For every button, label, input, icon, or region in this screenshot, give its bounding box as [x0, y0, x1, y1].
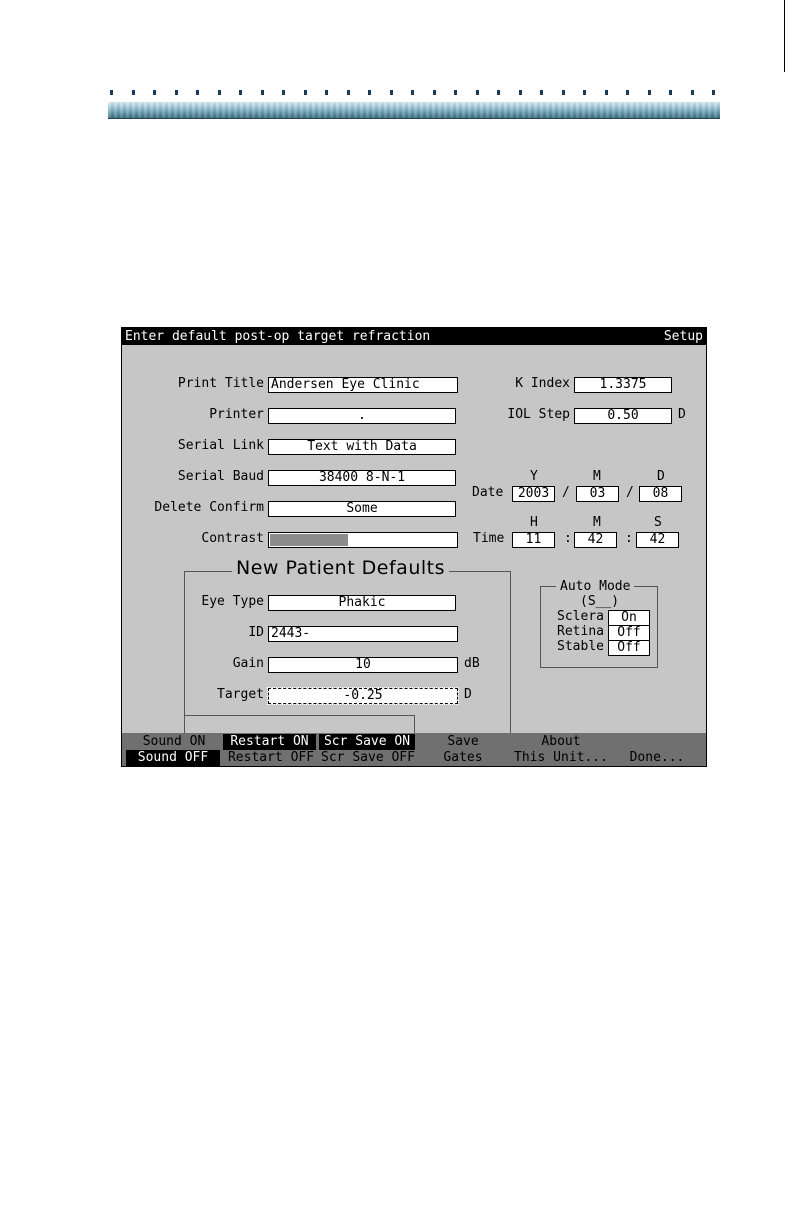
header-dot — [304, 90, 307, 95]
target-field[interactable]: -0.25 — [268, 688, 458, 704]
header-dot — [476, 90, 479, 95]
status-bar — [122, 328, 706, 345]
done-button[interactable]: Done... — [629, 750, 685, 765]
header-dot — [368, 90, 371, 95]
header-dot — [196, 90, 199, 95]
k-index-label: K Index — [515, 376, 570, 391]
date-day-header: D — [657, 469, 665, 484]
date-label: Date — [472, 485, 504, 500]
header-dot — [390, 90, 393, 95]
auto-mode-retina-field[interactable]: Off — [608, 625, 650, 641]
auto-mode-sclera-label: Sclera — [557, 609, 604, 624]
auto-mode-retina-label: Retina — [557, 624, 604, 639]
sound-off-button[interactable]: Sound OFF — [126, 750, 220, 766]
date-sep-2: / — [626, 485, 634, 500]
printer-field[interactable]: . — [268, 408, 456, 424]
contrast-slider[interactable] — [268, 532, 458, 548]
header-dot — [175, 90, 178, 95]
id-label: ID — [248, 625, 264, 640]
delete-confirm-field[interactable]: Some — [268, 501, 456, 517]
header-dot — [433, 90, 436, 95]
header-dot — [519, 90, 522, 95]
printer-label: Printer — [209, 407, 264, 422]
auto-mode-sclera-field[interactable]: On — [608, 610, 650, 626]
serial-link-field[interactable]: Text with Data — [268, 439, 456, 455]
header-dot — [411, 90, 414, 95]
save-gates-button-line1[interactable]: Save — [447, 734, 479, 749]
time-label: Time — [473, 531, 505, 546]
restart-on-button[interactable]: Restart ON — [223, 734, 316, 750]
header-dot — [132, 90, 135, 95]
device-screen — [121, 327, 707, 767]
header-dot — [282, 90, 285, 95]
target-unit: D — [464, 687, 472, 702]
scr-save-off-button[interactable]: Scr Save OFF — [321, 750, 415, 765]
scr-save-on-button[interactable]: Scr Save ON — [319, 734, 415, 750]
date-year-header: Y — [530, 469, 538, 484]
softkey-bar — [122, 733, 706, 767]
status-prompt: Enter default post-op target refraction — [125, 329, 431, 344]
header-dot — [583, 90, 586, 95]
gain-label: Gain — [232, 656, 264, 671]
header-dot — [712, 90, 715, 95]
time-minute-field[interactable]: 42 — [574, 532, 617, 548]
date-month-header: M — [593, 469, 601, 484]
time-second-field[interactable]: 42 — [636, 532, 679, 548]
k-index-field[interactable]: 1.3375 — [574, 377, 672, 393]
page-edge-line — [784, 0, 785, 72]
header-dot — [669, 90, 672, 95]
iol-step-field[interactable]: 0.50 — [574, 408, 672, 424]
new-patient-defaults-title: New Patient Defaults — [232, 557, 449, 579]
header-dot — [325, 90, 328, 95]
date-month-field[interactable]: 03 — [576, 486, 619, 502]
iol-step-unit: D — [678, 407, 686, 422]
mode-label: Setup — [663, 329, 703, 344]
header-dot-rule — [108, 90, 720, 96]
target-label: Target — [217, 687, 264, 702]
header-dot — [562, 90, 565, 95]
header-dot — [218, 90, 221, 95]
about-button-line1[interactable]: About — [541, 734, 581, 749]
header-dot — [110, 90, 113, 95]
header-dot — [261, 90, 264, 95]
id-field[interactable]: 2443- — [268, 626, 458, 642]
about-button-line2[interactable]: This Unit... — [514, 750, 608, 765]
serial-link-label: Serial Link — [177, 438, 264, 453]
header-dot — [648, 90, 651, 95]
date-year-field[interactable]: 2003 — [512, 486, 555, 502]
auto-mode-stable-label: Stable — [557, 639, 604, 654]
auto-mode-subtitle: (S__) — [580, 594, 620, 609]
header-dot — [540, 90, 543, 95]
delete-confirm-label: Delete Confirm — [154, 500, 264, 515]
date-sep-1: / — [562, 485, 570, 500]
header-band — [108, 102, 720, 119]
gain-field[interactable]: 10 — [268, 657, 458, 673]
save-gates-button-line2[interactable]: Gates — [443, 750, 483, 765]
time-minute-header: M — [593, 515, 601, 530]
serial-baud-label: Serial Baud — [177, 469, 264, 484]
contrast-level-fill — [270, 534, 348, 546]
iol-step-label: IOL Step — [507, 407, 570, 422]
restart-off-button[interactable]: Restart OFF — [227, 750, 315, 765]
gain-unit: dB — [464, 656, 480, 671]
time-hour-header: H — [530, 515, 538, 530]
header-dot — [626, 90, 629, 95]
header-dot — [605, 90, 608, 95]
time-sep-1: : — [564, 531, 572, 546]
header-dot — [497, 90, 500, 95]
eye-type-label: Eye Type — [201, 594, 264, 609]
header-dot — [347, 90, 350, 95]
print-title-label: Print Title — [177, 376, 264, 391]
sound-on-button[interactable]: Sound ON — [142, 734, 206, 749]
time-sep-2: : — [625, 531, 633, 546]
auto-mode-title: Auto Mode — [556, 579, 634, 594]
date-day-field[interactable]: 08 — [639, 486, 682, 502]
header-dot — [454, 90, 457, 95]
header-dot — [691, 90, 694, 95]
time-hour-field[interactable]: 11 — [512, 532, 555, 548]
header-dot — [153, 90, 156, 95]
serial-baud-field[interactable]: 38400 8-N-1 — [268, 470, 456, 486]
header-dot — [239, 90, 242, 95]
eye-type-field[interactable]: Phakic — [268, 595, 456, 611]
print-title-field[interactable]: Andersen Eye Clinic — [268, 377, 458, 393]
time-second-header: S — [654, 515, 662, 530]
auto-mode-stable-field[interactable]: Off — [608, 640, 650, 656]
contrast-label: Contrast — [201, 531, 264, 546]
